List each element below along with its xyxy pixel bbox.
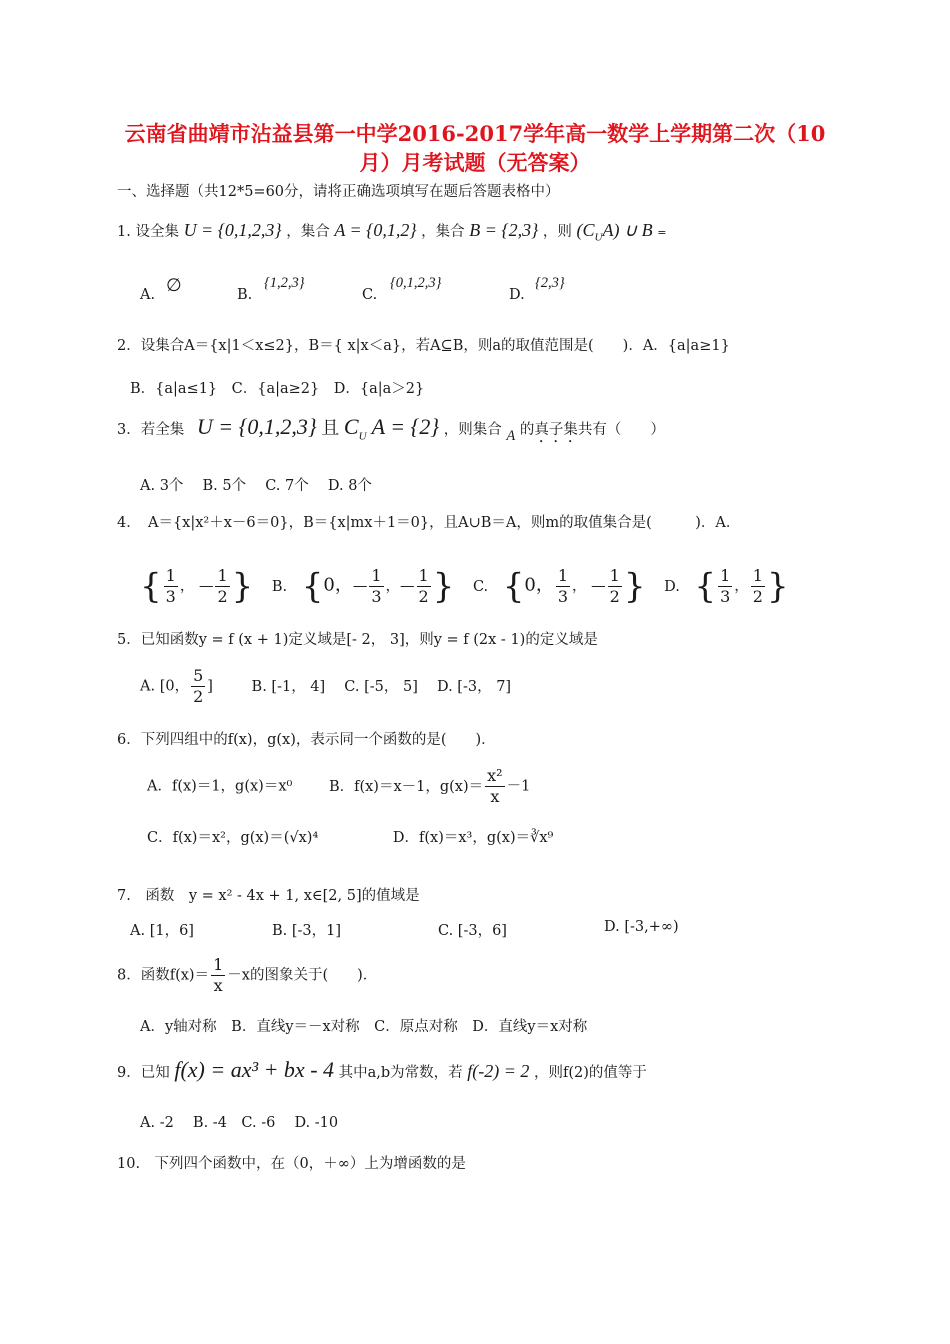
question-10-line1: 10. 下列四个函数中，在（0，＋∞）上为增函数的是 xyxy=(117,1156,466,1172)
question-9 xyxy=(117,1057,647,1083)
q4-opt-d-label: D. xyxy=(664,578,680,595)
q8-pre: 8．函数f(x)＝ xyxy=(117,967,210,984)
q3-text-4: 共有（ ） xyxy=(577,422,665,438)
question-6-options-ab: A．f(x)＝1，g(x)＝x⁰ B．f(x)＝x－1，g(x)＝ $\frac{\text{x²}}{x}$ －1 xyxy=(147,766,531,806)
q1-opt-c-value: {0,1,2,3} xyxy=(390,275,442,291)
question-8-options: A．y轴对称 B．直线y＝－x对称 C．原点对称 D．直线y＝x对称 xyxy=(140,1019,588,1035)
q1-opt-d-value: {2,3} xyxy=(535,275,565,291)
q7-opt-a: A. [1，6] xyxy=(130,923,194,939)
q1-set-b: B = {2,3} xyxy=(469,220,539,240)
q1-text-3: ，集合 xyxy=(421,224,465,240)
doc-title-line2: 月）月考试题（无答案） xyxy=(359,150,591,175)
q1-equals: = xyxy=(657,226,667,239)
q9-post: ，则f(2)的值等于 xyxy=(534,1065,647,1081)
question-3-options: A. 3个 B. 5个 C. 7个 D. 8个 xyxy=(140,478,372,494)
question-8: 8．函数f(x)＝ $\frac{1}{x}$ －x的图象关于( )． xyxy=(117,955,378,995)
question-6-line1: 6．下列四组中的f(x)，g(x)，表示同一个函数的是( )． xyxy=(117,732,496,748)
q1-opt-b-label: B. xyxy=(237,287,253,303)
q1-text-4: ，则 xyxy=(542,224,572,240)
q7-opt-d: D. [-3,+∞) xyxy=(604,919,679,935)
q3-and: 且 xyxy=(321,418,340,439)
question-2-line1: 2．设集合A＝{x|1＜x≤2}，B＝{ x|x＜a}，若A⊆B，则a的取值范围是( )．A．{a|a≥1} xyxy=(117,338,730,354)
q1-opt-b-value: {1,2,3} xyxy=(264,275,305,291)
q1-text-2: ，集合 xyxy=(286,224,330,240)
q1-number: 1. xyxy=(117,224,131,240)
q1-opt-a-value: ∅ xyxy=(166,275,182,296)
q9-mid: 其中a,b为常数，若 xyxy=(338,1065,463,1081)
q1-set-a: A = {0,1,2} xyxy=(334,220,417,240)
q3-text-1: 3．若全集 xyxy=(117,422,185,438)
q3-emphasis: 真子集 xyxy=(534,422,578,438)
doc-title-line1: 云南省曲靖市沾益县第一中学2016-2017学年高一数学上学期第二次（10 xyxy=(124,121,826,146)
question-5-options: A. [0， $\frac{5}{2}$ ] B. [-1， 4] C. [-5， 5] D. [-3， 7] xyxy=(140,666,512,706)
q5-opt-a-pre: A. [0， xyxy=(140,678,190,695)
q4-opt-c-label: C. xyxy=(472,578,489,595)
question-4-line1: 4． A＝{x|x²＋x－6＝0}，B＝{x|mx＋1＝0}，且A∪B＝A，则m的取值集合是( )．A． xyxy=(117,515,741,531)
q5-opt-a-post: ] xyxy=(207,678,213,695)
q3-set-u: U = {0,1,2,3} xyxy=(196,414,317,439)
q3-text-2: ，则集合 xyxy=(443,422,502,438)
q8-post: －x的图象关于( )． xyxy=(227,967,378,984)
q9-function: f(x) = ax³ + bx - 4 xyxy=(174,1057,335,1082)
q9-condition: f(-2) = 2 xyxy=(467,1061,530,1081)
question-3 xyxy=(117,414,665,446)
question-4-options: { $\frac{1}{3}$ ， — $\frac{1}{2}$ } B. {0，— $\frac{1}{3}$ ，— $\frac{1}{2}$ } C. {0， $\frac{1}{3}$ ， — $\frac{1}{2}$ } D. { $\frac{1}{3}$ ， $\frac{1}{2}$ } xyxy=(140,566,789,607)
question-5-line1: 5．已知函数y = f (x + 1)定义域是[- 2， 3]，则y = f (2x - 1)的定义域是 xyxy=(117,632,598,648)
q6-opt-d: D．f(x)＝x³，g(x)＝∛x⁹ xyxy=(392,830,554,846)
q6-opt-a: A．f(x)＝1，g(x)＝x⁰ xyxy=(147,778,293,795)
q6-opt-b-pre: B．f(x)＝x－1，g(x)＝ xyxy=(328,778,484,795)
q1-opt-d-label: D. xyxy=(509,287,525,303)
question-7-line1: 7. 函数 y = x² - 4x + 1, x∈[2, 5]的值域是 xyxy=(117,888,420,904)
q1-opt-c-label: C. xyxy=(362,287,378,303)
q5-opts-rest: B. [-1， 4] C. [-5， 5] D. [-3， 7] xyxy=(251,678,512,695)
question-9-options: A. -2 B. -4 C. -6 D. -10 xyxy=(140,1115,339,1131)
q7-opt-c: C. [-3，6] xyxy=(438,923,507,939)
q1-opt-a-label: A. xyxy=(140,287,156,303)
q1-expression: $(C_UA)$ ∪ B xyxy=(576,220,653,244)
question-2-options: B．{a|a≤1} C．{a|a≥2} D．{a|a＞2} xyxy=(130,381,425,397)
q4-opt-b-label: B. xyxy=(271,578,288,595)
q3-text-3: 的 xyxy=(519,422,535,438)
question-6-options-cd xyxy=(147,826,553,847)
q7-opt-b: B. [-3，1] xyxy=(272,923,342,939)
q1-text-1: 设全集 xyxy=(135,224,179,240)
q6-opt-b-post: －1 xyxy=(506,778,531,795)
q6-opt-c: C．f(x)＝x²，g(x)＝(√x)⁴ xyxy=(147,830,319,846)
q3-set-letter: A xyxy=(506,428,516,444)
question-1 xyxy=(117,220,666,244)
section-heading: 一、选择题（共12*5=60分，请将正确选项填写在题后答题表格中） xyxy=(117,184,560,200)
q3-complement: $C_U$ A = {2} xyxy=(343,414,440,443)
q9-pre: 9．已知 xyxy=(117,1065,170,1081)
q1-set-u: U = {0,1,2,3} xyxy=(183,220,282,240)
